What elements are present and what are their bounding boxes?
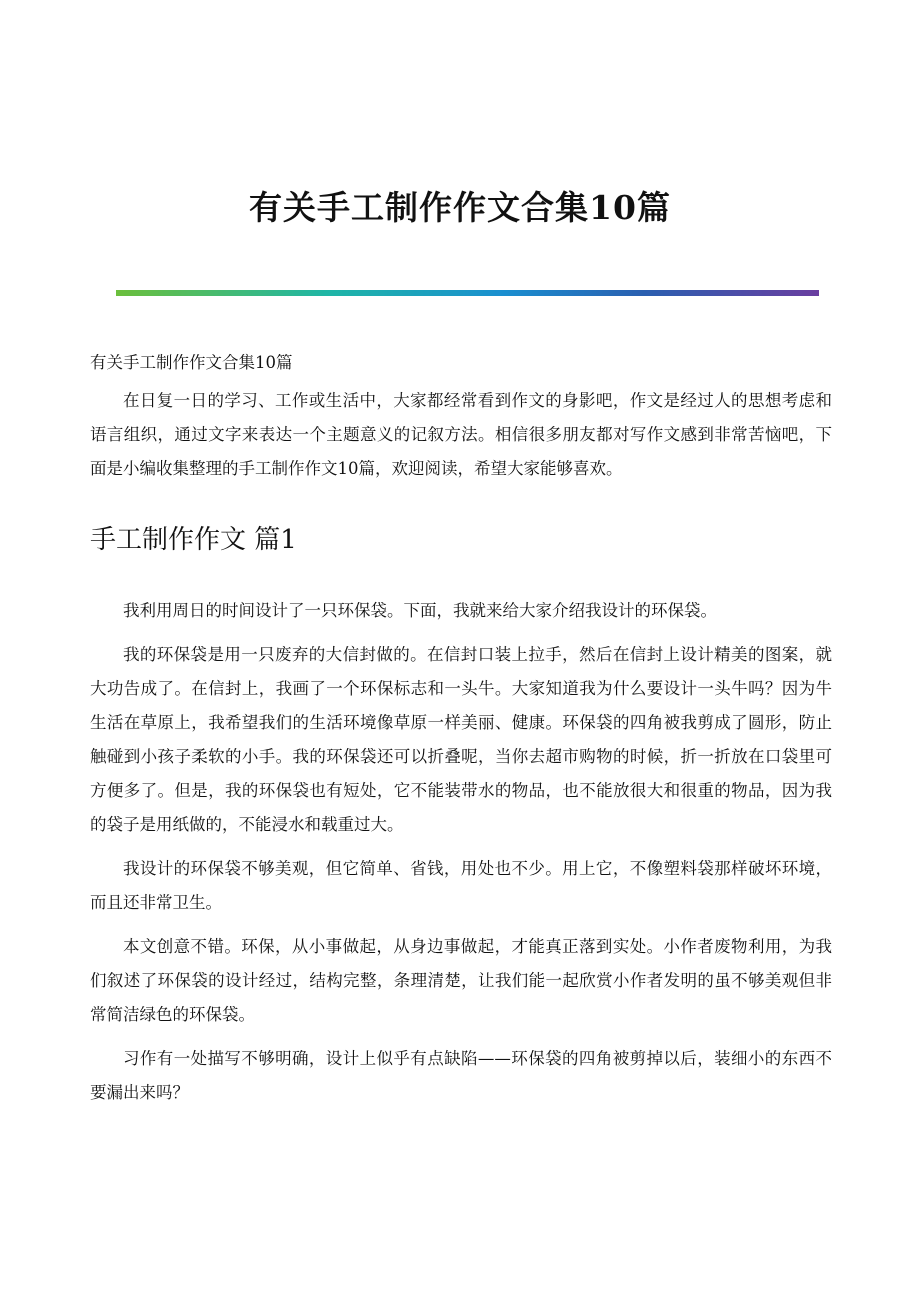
section-paragraph: 本文创意不错。环保，从小事做起，从身边事做起，才能真正落到实处。小作者废物利用，为我们叙述了环保袋的设计经过，结构完整，条理清楚，让我们能一起欣赏小作者发明的虽不够美观但非常简洁绿色的环保袋。 xyxy=(90,937,832,1024)
title-gradient-rule xyxy=(116,290,819,296)
document-title: 有关手工制作作文合集10篇 xyxy=(249,188,671,227)
section-paragraph: 我的环保袋是用一只废弃的大信封做的。在信封口装上拉手，然后在信封上设计精美的图案，就大功告成了。在信封上，我画了一个环保标志和一头牛。大家知道我为什么要设计一头牛吗？因为牛生活在草原上，我希望我们的生活环境像草原一样美丽、健康。环保袋的四角被我剪成了圆形，防止触碰到小孩子柔软的小手。我的环保袋还可以折叠呢，当你去超市购物的时候，折一折放在口袋里可方便多了。但是，我的环保袋也有短处，它不能装带水的物品，也不能放很大和很重的物品，因为我的袋子是用纸做的，不能浸水和载重过大。 xyxy=(90,645,832,834)
section-heading-number: 篇1 xyxy=(254,525,297,555)
section-heading-title: 手工制作作文 xyxy=(90,525,247,555)
section-body xyxy=(90,594,832,1110)
section-paragraph: 习作有一处描写不够明确，设计上似乎有点缺陷——环保袋的四角被剪掉以后，装细小的东西不要漏出来吗？ xyxy=(90,1049,832,1102)
section-heading xyxy=(90,520,832,560)
intro-paragraph: 在日复一日的学习、工作或生活中，大家都经常看到作文的身影吧，作文是经过人的思想考虑和语言组织，通过文字来表达一个主题意义的记叙方法。相信很多朋友都对写作文感到非常苦恼吧，下面是小编收集整理的手工制作作文10篇，欢迎阅读，希望大家能够喜欢。 xyxy=(90,391,832,478)
section-paragraph: 我利用周日的时间设计了一只环保袋。下面，我就来给大家介绍我设计的环保袋。 xyxy=(123,601,717,620)
document-subtitle: 有关手工制作作文合集10篇 xyxy=(90,353,293,372)
section-paragraph: 我设计的环保袋不够美观，但它简单、省钱，用处也不少。用上它，不像塑料袋那样破坏环境，而且还非常卫生。 xyxy=(90,859,832,912)
document-body xyxy=(90,346,832,1120)
